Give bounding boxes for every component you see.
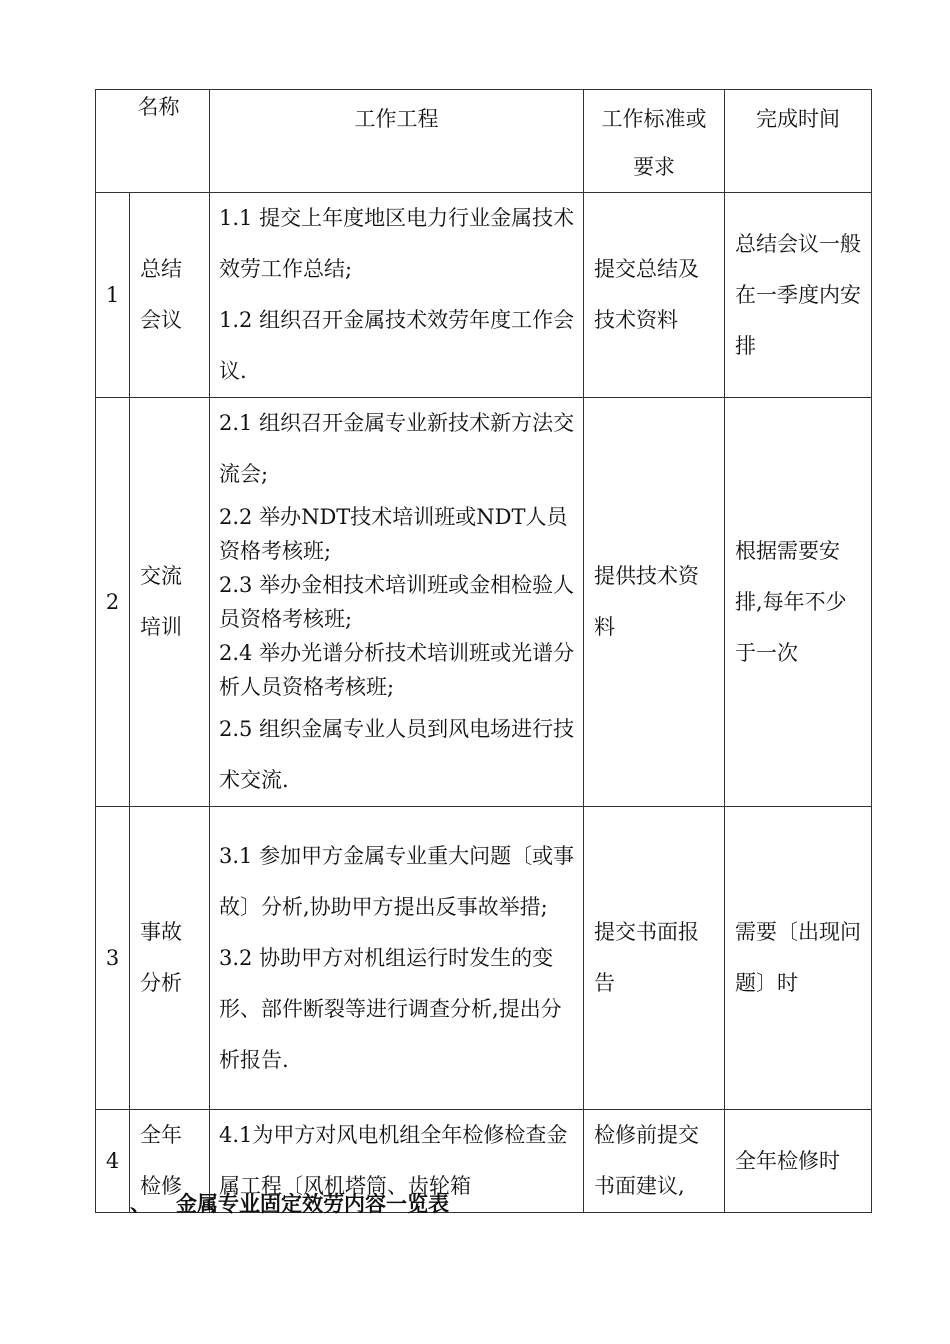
row-time: 全年检修时: [725, 1110, 872, 1213]
header-time: 完成时间: [725, 90, 872, 193]
content-item: 4.1为甲方对风电机组全年检修检查金属工程〔风机塔筒、齿轮箱: [219, 1123, 568, 1198]
row-standard: 提交总结及技术资料: [584, 193, 725, 398]
caption-title: 金属专业固定效劳内容一览表: [176, 1192, 449, 1216]
row-time: 根据需要安排,每年不少于一次: [725, 398, 872, 807]
header-work-item: 工作工程: [210, 90, 584, 193]
row-name: 总结 会议: [130, 193, 210, 398]
header-standard: 工作标准或 要求: [584, 90, 725, 193]
row-standard: 检修前提交书面建议,: [584, 1110, 725, 1213]
caption-mark: 、: [130, 1192, 151, 1216]
row-standard: 提交书面报告: [584, 807, 725, 1110]
table-row: [96, 398, 872, 807]
table-row: [96, 193, 872, 398]
content-item: 1.1 提交上年度地区电力行业金属技术效劳工作总结;: [219, 206, 575, 281]
row-content: [210, 193, 584, 398]
content-item: 2.3 举办金相技术培训班或金相检验人员资格考核班;: [219, 573, 575, 631]
row-time: 需要〔出现问题〕时: [725, 807, 872, 1110]
table-row: [96, 807, 872, 1110]
content-item: 3.2 协助甲方对机组运行时发生的变形、部件断裂等进行调查分析,提出分析报告.: [219, 945, 562, 1072]
row-standard: 提供技术资料: [584, 398, 725, 807]
table-caption: [130, 1188, 449, 1218]
row-number: 4: [96, 1110, 130, 1213]
row-number: 3: [96, 807, 130, 1110]
content-item: 1.2 组织召开金属技术效劳年度工作会议.: [219, 308, 575, 383]
row-content: [210, 398, 584, 807]
row-number: 1: [96, 193, 130, 398]
row-name: 事故 分析: [130, 807, 210, 1110]
header-name: 名称: [96, 90, 210, 193]
table-header-row: [96, 90, 872, 193]
content-item: 3.1 参加甲方金属专业重大问题〔或事故〕分析,协助甲方提出反事故举措;: [219, 843, 575, 919]
row-number: 2: [96, 398, 130, 807]
row-time: 总结会议一般在一季度内安排: [725, 193, 872, 398]
row-name: 交流 培训: [130, 398, 210, 807]
content-item: 2.2 举办NDT技术培训班或NDT人员资格考核班;: [219, 505, 568, 563]
content-item: 2.5 组织金属专业人员到风电场进行技术交流.: [219, 717, 575, 792]
row-content: [210, 807, 584, 1110]
row-name: 全年 检修: [130, 1110, 210, 1213]
content-item: 2.1 组织召开金属专业新技术新方法交流会;: [219, 411, 575, 486]
content-item: 2.4 举办光谱分析技术培训班或光谱分析人员资格考核班;: [219, 641, 575, 699]
service-table: [95, 89, 872, 1213]
